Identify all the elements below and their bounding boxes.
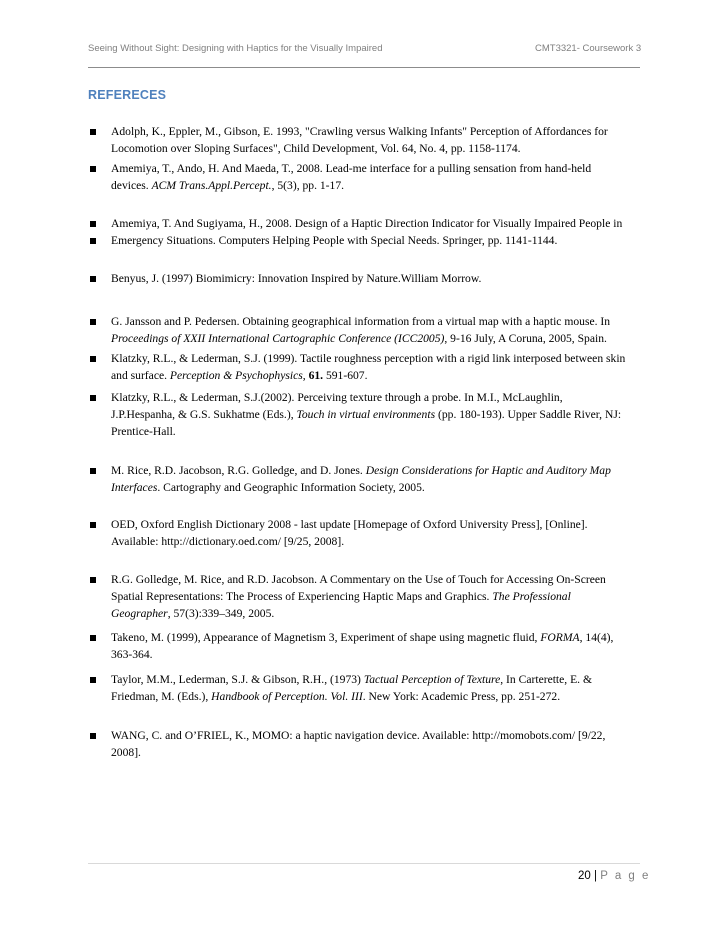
reference-item bbox=[88, 571, 641, 622]
reference-line: J.P.Hespanha, & G.S. Sukhatme (Eds.), Touch in virtual environments (pp. 180-193). Upper Saddle River, NJ: bbox=[111, 408, 622, 421]
reference-line: 363-364. bbox=[111, 648, 153, 661]
reference-line: WANG, C. and O’FRIEL, K., MOMO: a haptic navigation device. Available: http://momobots.com/ [9/22, bbox=[111, 729, 606, 742]
footer-separator: | bbox=[590, 870, 601, 882]
bullet-icon bbox=[90, 238, 96, 244]
reference-line: Interfaces. Cartography and Geographic Information Society, 2005. bbox=[111, 481, 425, 494]
page-footer bbox=[578, 870, 650, 882]
reference-line: Emergency Situations. Computers Helping People with Special Needs. Springer, pp. 1141-1144. bbox=[111, 234, 558, 247]
bullet-icon bbox=[90, 356, 96, 362]
reference-line: Available: http://dictionary.oed.com/ [9/25, 2008]. bbox=[111, 535, 345, 548]
page-number: 20 bbox=[578, 870, 591, 882]
reference-item bbox=[88, 671, 641, 705]
reference-item bbox=[88, 389, 641, 440]
reference-line: Prentice-Hall. bbox=[111, 425, 176, 438]
bullet-icon bbox=[90, 221, 96, 227]
bullet-icon bbox=[90, 319, 96, 325]
bullet-icon bbox=[90, 395, 96, 401]
reference-line: Amemiya, T. And Sugiyama, H., 2008. Design of a Haptic Direction Indicator for Visually Impaired People in bbox=[111, 217, 623, 230]
reference-line: 2008]. bbox=[111, 746, 141, 759]
reference-item bbox=[88, 160, 641, 194]
header-rule bbox=[88, 67, 640, 68]
reference-line: Klatzky, R.L., & Lederman, S.J.(2002). Perceiving texture through a probe. In M.I., McLaughlin, bbox=[111, 391, 563, 404]
bullet-icon bbox=[90, 129, 96, 135]
reference-line: M. Rice, R.D. Jacobson, R.G. Golledge, and D. Jones. Design Considerations for Haptic and Auditory Map bbox=[111, 464, 611, 477]
reference-line: Proceedings of XXII International Cartographic Conference (ICC2005), 9-16 July, A Coruna, 2005, Spain. bbox=[111, 332, 607, 345]
reference-line: Friedman, M. (Eds.), Handbook of Perception. Vol. III. New York: Academic Press, pp. 251-272. bbox=[111, 690, 561, 703]
reference-line: Takeno, M. (1999), Appearance of Magnetism 3, Experiment of shape using magnetic fluid, FORMA, 14(4), bbox=[111, 631, 614, 644]
reference-item bbox=[88, 629, 641, 663]
reference-line: Benyus, J. (1997) Biomimicry: Innovation Inspired by Nature.William Morrow. bbox=[111, 272, 482, 285]
reference-item bbox=[88, 313, 641, 347]
bullet-icon bbox=[90, 166, 96, 172]
running-header-title: Seeing Without Sight: Designing with Haptics for the Visually Impaired bbox=[88, 43, 383, 54]
bullet-icon bbox=[90, 677, 96, 683]
reference-line: R.G. Golledge, M. Rice, and R.D. Jacobson. A Commentary on the Use of Touch for Accessing On-Screen bbox=[111, 573, 606, 586]
bullet-icon bbox=[90, 468, 96, 474]
footer-rule bbox=[88, 863, 640, 864]
reference-line: and surface. Perception & Psychophysics, 61. 591-607. bbox=[111, 369, 368, 382]
reference-line: Geographer, 57(3):339–349, 2005. bbox=[111, 607, 275, 620]
reference-item bbox=[88, 270, 641, 287]
page-label: P a g e bbox=[600, 870, 651, 882]
reference-item bbox=[88, 215, 641, 249]
reference-line: G. Jansson and P. Pedersen. Obtaining geographical information from a virtual map with a haptic mouse. In bbox=[111, 315, 611, 328]
reference-line: Klatzky, R.L., & Lederman, S.J. (1999). Tactile roughness perception with a rigid link interposed between skin bbox=[111, 352, 626, 365]
bullet-icon bbox=[90, 522, 96, 528]
reference-line: Spatial Representations: The Process of Experiencing Haptic Maps and Graphics. The Professional bbox=[111, 590, 571, 603]
reference-line: Adolph, K., Eppler, M., Gibson, E. 1993, "Crawling versus Walking Infants" Perception of Affordances for bbox=[111, 125, 608, 138]
running-header-course: CMT3321- Coursework 3 bbox=[535, 43, 642, 54]
reference-item bbox=[88, 727, 641, 761]
reference-item bbox=[88, 350, 641, 384]
bullet-icon bbox=[90, 276, 96, 282]
reference-item bbox=[88, 462, 641, 496]
bullet-icon bbox=[90, 733, 96, 739]
reference-line: Amemiya, T., Ando, H. And Maeda, T., 2008. Lead-me interface for a pulling sensation from hand-held bbox=[111, 162, 592, 175]
reference-line: devices. ACM Trans.Appl.Percept., 5(3), pp. 1-17. bbox=[111, 179, 345, 192]
reference-line: Locomotion over Sloping Surfaces", Child Development, Vol. 64, No. 4, pp. 1158-1174. bbox=[111, 142, 521, 155]
reference-line: OED, Oxford English Dictionary 2008 - last update [Homepage of Oxford University Press], [Online]. bbox=[111, 518, 588, 531]
reference-item bbox=[88, 123, 641, 157]
section-heading: REFERECES bbox=[88, 88, 167, 102]
reference-line: Taylor, M.M., Lederman, S.J. & Gibson, R.H., (1973) Tactual Perception of Texture, In Carterette, E. & bbox=[111, 673, 592, 686]
bullet-icon bbox=[90, 577, 96, 583]
bullet-icon bbox=[90, 635, 96, 641]
reference-item bbox=[88, 516, 641, 550]
